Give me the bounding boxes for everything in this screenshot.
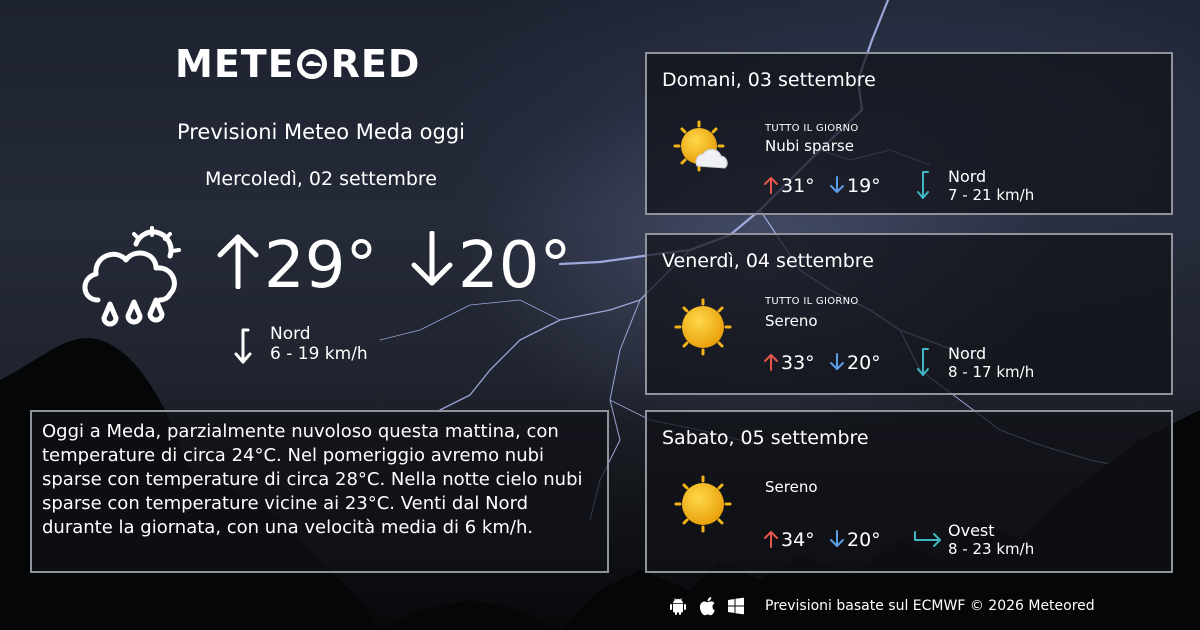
- forecast-wind-direction: Nord: [948, 344, 987, 363]
- forecast-card[interactable]: [645, 233, 1173, 395]
- arrow-down-icon: [829, 353, 845, 371]
- today-max-temp: 29°: [214, 228, 377, 304]
- today-wind-direction: Nord: [270, 324, 311, 344]
- forecast-condition: Sereno: [765, 312, 818, 330]
- forecast-card[interactable]: [645, 52, 1173, 215]
- forecast-day: Domani, 03 settembre: [662, 69, 876, 91]
- wind-north-icon: [232, 328, 254, 364]
- arrow-up-icon: [763, 353, 779, 371]
- forecast-condition: Nubi sparse: [765, 137, 854, 155]
- today-date: Mercoledì, 02 settembre: [205, 168, 437, 190]
- arrow-down-icon: [829, 176, 845, 194]
- windows-icon[interactable]: [726, 596, 746, 616]
- forecast-max-temp: 34°: [763, 528, 815, 552]
- today-wind-speed: 6 - 19 km/h: [270, 344, 368, 364]
- android-icon[interactable]: [668, 596, 688, 616]
- meteored-logo[interactable]: [175, 44, 420, 84]
- logo-text-start: METE: [175, 42, 295, 86]
- wind-north-icon: [913, 347, 935, 377]
- arrow-up-icon: [214, 231, 262, 289]
- forecast-min-temp: 19°: [829, 174, 881, 198]
- today-description: Oggi a Meda, parzialmente nuvoloso questa mattina, con temperature di circa 24°C. Nel pomeriggio avremo nubi sparse con temperature di circa 28°C. Nella notte cielo nubi sparse con temperature vicine ai 23°C. Venti dal Nord durante la giornata, con una velocità media di 6 km/h.: [30, 410, 609, 573]
- today-min-temp: 20°: [408, 228, 571, 304]
- sun-icon: [673, 297, 733, 357]
- forecast-min-temp: 20°: [829, 528, 881, 552]
- cloud-sun-rain-icon: [76, 222, 192, 338]
- apple-icon[interactable]: [698, 596, 718, 616]
- forecast-wind-speed: 7 - 21 km/h: [948, 186, 1035, 204]
- wind-north-icon: [913, 170, 935, 200]
- logo-text-end: RED: [330, 42, 421, 86]
- sun-cloud-icon: [673, 120, 733, 180]
- forecast-condition: Sereno: [765, 478, 818, 496]
- footer-credit: Previsioni basate sul ECMWF © 2026 Meteored: [765, 598, 1095, 614]
- forecast-wind-direction: Ovest: [948, 521, 995, 540]
- forecast-wind-speed: 8 - 17 km/h: [948, 363, 1035, 381]
- arrow-down-icon: [829, 530, 845, 548]
- logo-o-icon: [296, 49, 330, 79]
- arrow-down-icon: [408, 231, 456, 289]
- arrow-up-icon: [763, 176, 779, 194]
- forecast-period: TUTTO IL GIORNO: [765, 123, 859, 134]
- forecast-min-temp: 20°: [829, 351, 881, 375]
- forecast-wind-direction: Nord: [948, 167, 987, 186]
- forecast-day: Sabato, 05 settembre: [662, 427, 869, 449]
- forecast-day: Venerdì, 04 settembre: [662, 250, 874, 272]
- sun-icon: [673, 474, 733, 534]
- page-title: Previsioni Meteo Meda oggi: [176, 120, 466, 144]
- forecast-period: TUTTO IL GIORNO: [765, 296, 859, 307]
- forecast-wind-speed: 8 - 23 km/h: [948, 540, 1035, 558]
- arrow-up-icon: [763, 530, 779, 548]
- forecast-max-temp: 33°: [763, 351, 815, 375]
- forecast-card[interactable]: [645, 410, 1173, 573]
- wind-west-icon: [913, 528, 943, 550]
- forecast-max-temp: 31°: [763, 174, 815, 198]
